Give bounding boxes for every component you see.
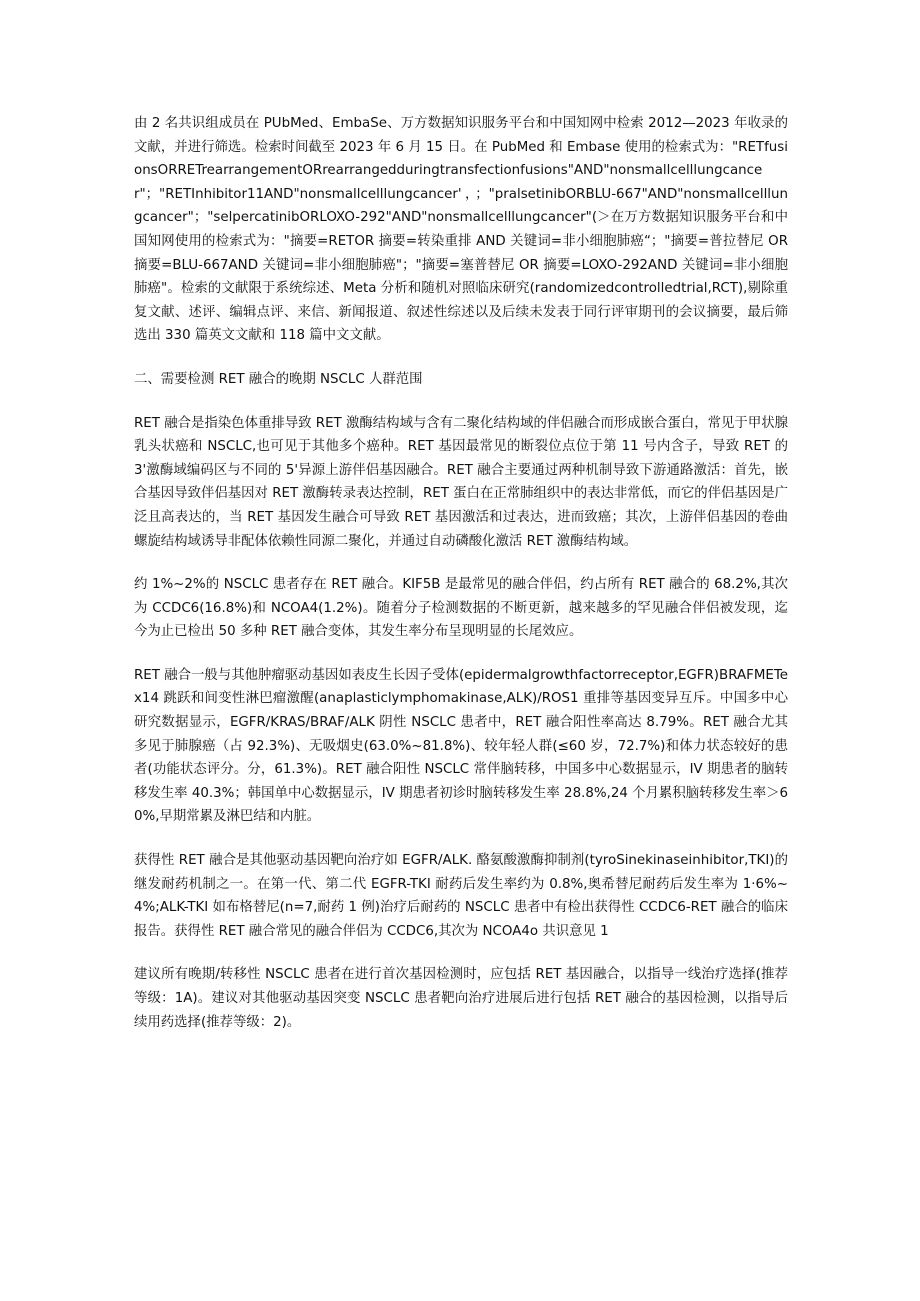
spacer — [134, 348, 788, 368]
section-heading: 二、需要检测 RET 融合的晚期 NSCLC 人群范围 — [134, 371, 423, 387]
paragraph-ret-exclusivity: RET 融合一般与其他肿瘤驱动基因如表皮生长因子受体(epidermalgrowthfactorreceptor,EGFR)BRAFMETex14 跳跃和间变性淋巴瘤激醒(anaplasticlymphomakinase,ALK)∕ROS1 重排等基因变异互斥。中国多中心研究数据显示，EGFR/KRAS∕BRAF∕ALK 阴性 NSCLC 患者中，RET 融合阳性率高达 8.79%。RET 融合尤其多见于肺腺癌（占 92.3%)、无吸烟史(63.0%~81.8%)、较年轻人群(≤60 岁，72.7%)和体力状态较好的患者(功能状态评分。分，61.3%)。RET 融合阳性 NSCLC 常伴脑转移，中国多中心数据显示，IV 期患者的脑转移发生率 40.3%；韩国单中心数据显示，IV 期患者初诊时脑转移发生率 28.8%,24 个月累积脑转移发生率＞60%,早期常累及淋巴结和内脏。 — [134, 667, 788, 825]
paragraph-ret-prevalence: 约 1%~2%的 NSCLC 患者存在 RET 融合。KIF5B 是最常见的融合伴侣，约占所有 RET 融合的 68.2%,其次为 CCDC6(16.8%)和 NCOA4(1.2%)。随着分子检测数据的不断更新，越来越多的罕见融合伴侣被发现，迄今为止已检出 50 多种 RET 融合变体，其发生率分布呈现明显的长尾效应。 — [134, 577, 788, 640]
paragraph-recommendation: 建议所有晚期/转移性 NSCLC 患者在进行首次基因检测时，应包括 RET 基因融合，以指导一线治疗选择(推荐等级：1A)。建议对其他驱动基因突变 NSCLC 患者靶向治疗进展后进行包括 RET 融合的基因检测，以指导后续用药选择(推荐等级：2)。 — [134, 967, 788, 1030]
spacer — [134, 392, 788, 412]
document-page — [134, 112, 788, 1034]
spacer — [134, 644, 788, 664]
paragraph-acquired-ret: 获得性 RET 融合是其他驱动基因靶向治疗如 EGFR/ALK. 酪氨酸激酶抑制剂(tyroSinekinaseinhibitor,TKI)的继发耐药机制之一。在第一代、第二代 EGFR-TKI 耐药后发生率约为 0.8%,奥希替尼耐药后发生率为 1·6%~4%;ALK-TKI 如布格替尼(n=7,耐药 1 例)治疗后耐药的 NSCLC 患者中有检出获得性 CCDC6-RET 融合的临床报告。获得性 RET 融合常见的融合伴侣为 CCDC6,其次为 NCOA4o 共识意见 1 — [134, 853, 788, 939]
paragraph-ret-fusion-definition: RET 融合是指染色体重排导致 RET 激酶结构域与含有二聚化结构域的伴侣融合而形成嵌合蛋白，常见于甲状腺乳头状癌和 NSCLC,也可见于其他多个癌种。RET 基因最常见的断裂位点位于第 11 号内含子，导致 RET 的 3'激酶域编码区与不同的 5'异源上游伴侣基因融合。RET 融合主要通过两种机制导致下游通路激活：首先，嵌合基因导致伴侣基因对 RET 激酶转录表达控制，RET 蛋白在正常肺组织中的表达非常低，而它的伴侣基因是广泛且高表达的，当 RET 基因发生融合可导致 RET 基因激活和过表达，进而致癌；其次，上游伴侣基因的卷曲螺旋结构域诱导非配体依赖性同源二聚化，并通过自动磷酸化激活 RET 激酶结构域。 — [134, 415, 788, 549]
spacer — [134, 829, 788, 849]
spacer — [134, 943, 788, 963]
paragraph-search-methods: 由 2 名共识组成员在 PUbMed、EmbaSe、万方数据知识服务平台和中国知网中检索 2012—2023 年收录的文献，并进行筛选。检索时间截至 2023 年 6 月 15 日。在 PubMed 和 Embase 使用的检索式为："RETfusionsORRETrearrangementORrearrangedduringtransfectionfusions"AND"nonsmallcelllungcancer"；"RETInhibitor11AND"nonsmallcelllungcancer'，；"pralsetinibORBLU-667"AND"nonsmallcelllungcancer"；"selpercatinibORLOXO-292"AND"nonsmallcelllungcancer"(＞在万方数据知识服务平台和中国知网使用的检索式为："摘要=RETOR 摘要=转染重排 AND 关键词=非小细胞肺癌“；"摘要=普拉替尼 OR 摘要=BLU-667AND 关键词=非小细胞肺癌"；"摘要=塞普替尼 OR 摘要=LOXO-292AND 关键词=非小细胞肺癌"。检索的文献限于系统综述、Meta 分析和随机对照临床研究(randomizedcontrolledtrial,RCT),剔除重复文献、述评、编辑点评、来信、新闻报道、叙述性综述以及后续未发表于同行评审期刊的会议摘要，最后筛选出 330 篇英文文献和 118 篇中文文献。 — [134, 116, 788, 344]
spacer — [134, 553, 788, 573]
